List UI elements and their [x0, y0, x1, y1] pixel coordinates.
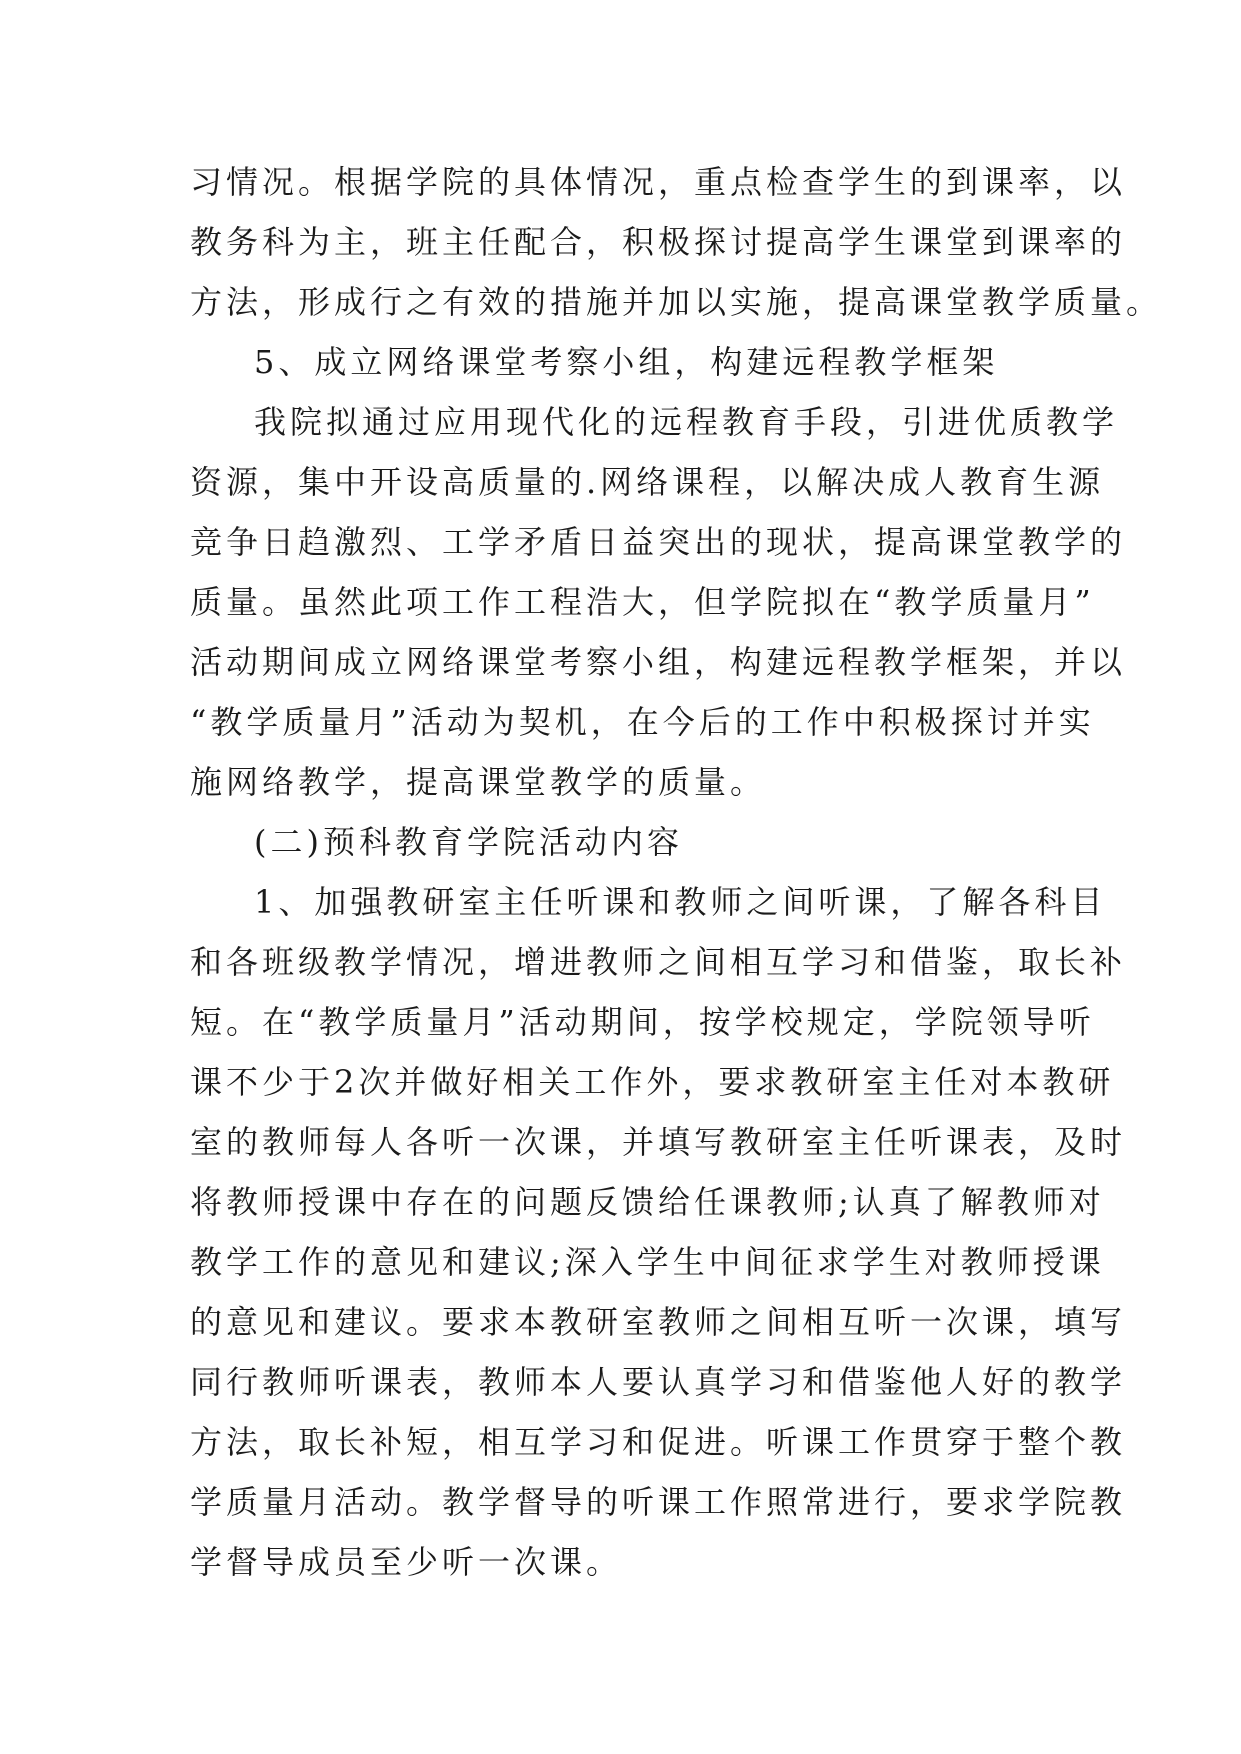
- text-line-20: 的意见和建议。要求本教研室教师之间相互听一次课，填写: [190, 1303, 1127, 1341]
- text-line-23: 学质量月活动。教学督导的听课工作照常进行，要求学院教: [190, 1483, 1127, 1521]
- text-line-15: 短。在“教学质量月”活动期间，按学校规定，学院领导听: [190, 1003, 1095, 1041]
- text-line-6: 资源，集中开设高质量的.网络课程，以解决成人教育生源: [190, 463, 1105, 501]
- text-line-8: 质量。虽然此项工作工程浩大，但学院拟在“教学质量月”: [190, 583, 1095, 621]
- text-line-22: 方法，取长补短，相互学习和促进。听课工作贯穿于整个教: [190, 1423, 1127, 1461]
- text-line-11: 施网络教学，提高课堂教学的质量。: [190, 763, 767, 801]
- text-line-19: 教学工作的意见和建议;深入学生中间征求学生对教师授课: [190, 1243, 1105, 1281]
- text-line-18: 将教师授课中存在的问题反馈给任课教师;认真了解教师对: [190, 1183, 1105, 1221]
- document-body: [190, 152, 1163, 1592]
- text-line-16: 课不少于2次并做好相关工作外，要求教研室主任对本教研: [190, 1063, 1115, 1101]
- text-line-14: 和各班级教学情况，增进教师之间相互学习和借鉴，取长补: [190, 943, 1127, 981]
- text-line-21: 同行教师听课表，教师本人要认真学习和借鉴他人好的教学: [190, 1363, 1127, 1401]
- text-line-1: 习情况。根据学院的具体情况，重点检查学生的到课率，以: [190, 163, 1127, 201]
- text-line-13: 1、加强教研室主任听课和教师之间听课，了解各科目: [254, 883, 1107, 921]
- text-line-3: 方法，形成行之有效的措施并加以实施，提高课堂教学质量。: [190, 283, 1163, 321]
- text-line-7: 竞争日趋激烈、工学矛盾日益突出的现状，提高课堂教学的: [190, 523, 1127, 561]
- text-line-17: 室的教师每人各听一次课，并填写教研室主任听课表，及时: [190, 1123, 1127, 1161]
- text-line-9: 活动期间成立网络课堂考察小组，构建远程教学框架，并以: [190, 643, 1127, 681]
- section-heading-2: (二)预科教育学院活动内容: [254, 823, 683, 861]
- text-line-24: 学督导成员至少听一次课。: [190, 1543, 623, 1581]
- text-line-5: 我院拟通过应用现代化的远程教育手段，引进优质教学: [254, 403, 1119, 441]
- text-line-10: “教学质量月”活动为契机，在今后的工作中积极探讨并实: [190, 703, 1095, 741]
- text-line-2: 教务科为主，班主任配合，积极探讨提高学生课堂到课率的: [190, 223, 1127, 261]
- section-heading-5: 5、成立网络课堂考察小组，构建远程教学框架: [254, 343, 999, 381]
